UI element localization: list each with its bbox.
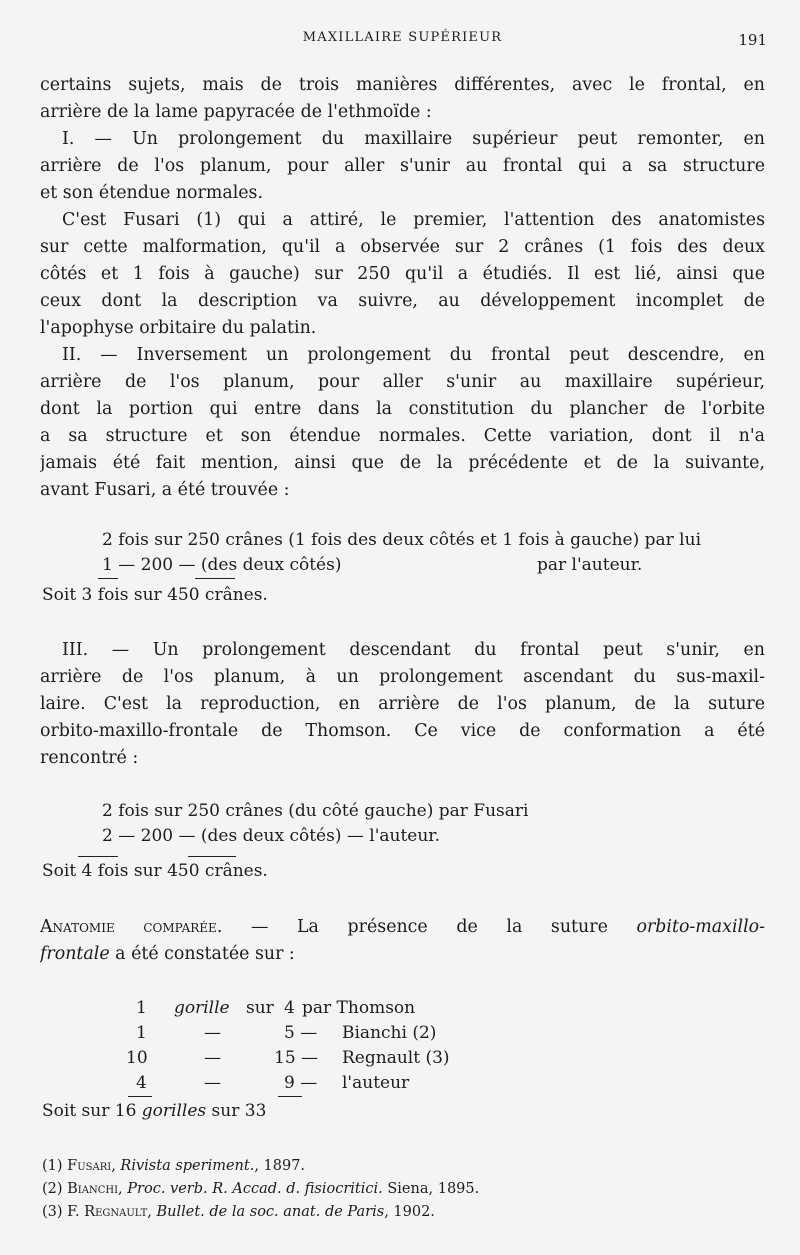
body-text (40, 72, 765, 504)
species-cell (174, 996, 230, 1020)
page-number: 191 (738, 31, 767, 49)
underline (195, 578, 235, 579)
footnote-3 (42, 1204, 435, 1220)
total-cell: 4 (284, 998, 295, 1018)
text-line: orbito-maxillo-frontale de Thomson. Ce vice de conformation a été (40, 721, 765, 741)
footnote-author: Bianchi, (67, 1181, 123, 1197)
underline (98, 578, 118, 579)
body-text-3 (40, 914, 765, 968)
count-cell: 1 (136, 998, 147, 1018)
text-line: arrière de l'os planum, pour aller s'unir au maxillaire supérieur, (40, 372, 765, 392)
inline-text: — La présence de la suture (222, 917, 637, 937)
text-line: rencontré : (40, 748, 139, 768)
text-line: côtés et 1 fois à gauche) sur 250 qu'il a étudiés. Il est lié, ainsi que (40, 264, 765, 284)
footnote-author: Fusari, (67, 1158, 116, 1174)
total-cell: 15 — (274, 1048, 319, 1068)
footnote-2 (42, 1181, 479, 1197)
footnote-1 (42, 1158, 305, 1174)
by-cell: Bianchi (2) (342, 1023, 437, 1043)
section-heading: Anatomie comparée. (40, 917, 223, 937)
footnote-rest: , 1902. (384, 1204, 435, 1220)
species-name: gorille (174, 998, 230, 1018)
text-line: dont la portion qui entre dans la constitution du plancher de l'orbite (40, 399, 765, 419)
inline-text: a été constatée sur : (109, 944, 295, 964)
footnote-rest: , 1897. (254, 1158, 306, 1174)
count-cell: 1 (136, 1023, 147, 1043)
table-total: Soit 4 fois sur 450 crânes. (42, 861, 268, 881)
italic-term: orbito-maxillo- (636, 917, 765, 937)
by-cell: Regnault (3) (342, 1048, 450, 1068)
text-line (40, 914, 765, 941)
count-cell: 4 (136, 1073, 147, 1093)
running-header (40, 30, 765, 54)
total-cell: 9 — (284, 1073, 318, 1093)
running-title: MAXILLAIRE SUPÉRIEUR (302, 30, 503, 45)
italic-term: frontale (40, 944, 110, 964)
text-line (40, 941, 765, 968)
table-row-attribution: par l'auteur. (537, 555, 643, 575)
text-line: C'est Fusari (1) qui a attiré, le premier, l'attention des anatomistes (62, 210, 765, 230)
total-species: gorilles (141, 1101, 207, 1121)
total-suffix: sur 33 (211, 1101, 267, 1121)
species-cell: — (204, 1048, 221, 1068)
underline (278, 1096, 302, 1097)
footnote-number: (2) (42, 1181, 63, 1197)
text-line: II. — Inversement un prolongement du frontal peut descendre, en (62, 345, 765, 365)
text-line: arrière de la lame papyracée de l'ethmoïde : (40, 102, 432, 122)
count-cell: 10 (126, 1048, 148, 1068)
footnote-number: (1) (42, 1158, 63, 1174)
footnote-work: Proc. verb. R. Accad. d. fisiocritici. (127, 1181, 383, 1197)
text-line: arrière de l'os planum, pour aller s'unir au frontal qui a sa structure (40, 156, 765, 176)
footnote-work: Bullet. de la soc. anat. de Paris (156, 1204, 385, 1220)
underline (78, 856, 118, 857)
text-line: jamais été fait mention, ainsi que de la précédente et de la suivante, (40, 453, 765, 473)
text-line: I. — Un prolongement du maxillaire supérieur peut remonter, en (62, 129, 765, 149)
text-line: a sa structure et son étendue normales. Cette variation, dont il n'a (40, 426, 765, 446)
table-row: 2 fois sur 250 crânes (1 fois des deux côtés et 1 fois à gauche) par lui (102, 530, 702, 550)
text-line: ceux dont la description va suivre, au développement incomplet de (40, 291, 765, 311)
text-line: certains sujets, mais de trois manières différentes, avec le frontal, en (40, 75, 765, 95)
text-line: l'apophyse orbitaire du palatin. (40, 318, 317, 338)
footnote-author: F. Regnault, (67, 1204, 152, 1220)
text-line: et son étendue normales. (40, 183, 264, 203)
text-line: sur cette malformation, qu'il a observée sur 2 crânes (1 fois des deux (40, 237, 765, 257)
underline (188, 856, 236, 857)
by-cell: l'auteur (342, 1073, 410, 1093)
footnote-number: (3) (42, 1204, 63, 1220)
text-line: laire. C'est la reproduction, en arrière de l'os planum, de la suture (40, 694, 765, 714)
underline (128, 1096, 152, 1097)
total-cell: 5 — (284, 1023, 318, 1043)
table-row: 2 fois sur 250 crânes (du côté gauche) par Fusari (102, 801, 529, 821)
text-line: III. — Un prolongement descendant du frontal peut s'unir, en (62, 640, 765, 660)
table-total (42, 1099, 266, 1123)
species-cell: — (204, 1073, 221, 1093)
mid-cell: sur (246, 998, 274, 1018)
table-total: Soit 3 fois sur 450 crânes. (42, 585, 268, 605)
table-row: 1 — 200 — (des deux côtés) (102, 555, 342, 575)
table-row: 2 — 200 — (des deux côtés) — l'auteur. (102, 826, 440, 846)
footnote-work: Rivista speriment. (120, 1158, 255, 1174)
total-prefix: Soit sur 16 (42, 1101, 137, 1121)
body-text-2 (40, 637, 765, 772)
by-cell: par Thomson (302, 998, 416, 1018)
footnote-rest: Siena, 1895. (382, 1181, 480, 1197)
text-line: avant Fusari, a été trouvée : (40, 480, 290, 500)
species-cell: — (204, 1023, 221, 1043)
text-line: arrière de l'os planum, à un prolongement ascendant du sus-maxil- (40, 667, 765, 687)
